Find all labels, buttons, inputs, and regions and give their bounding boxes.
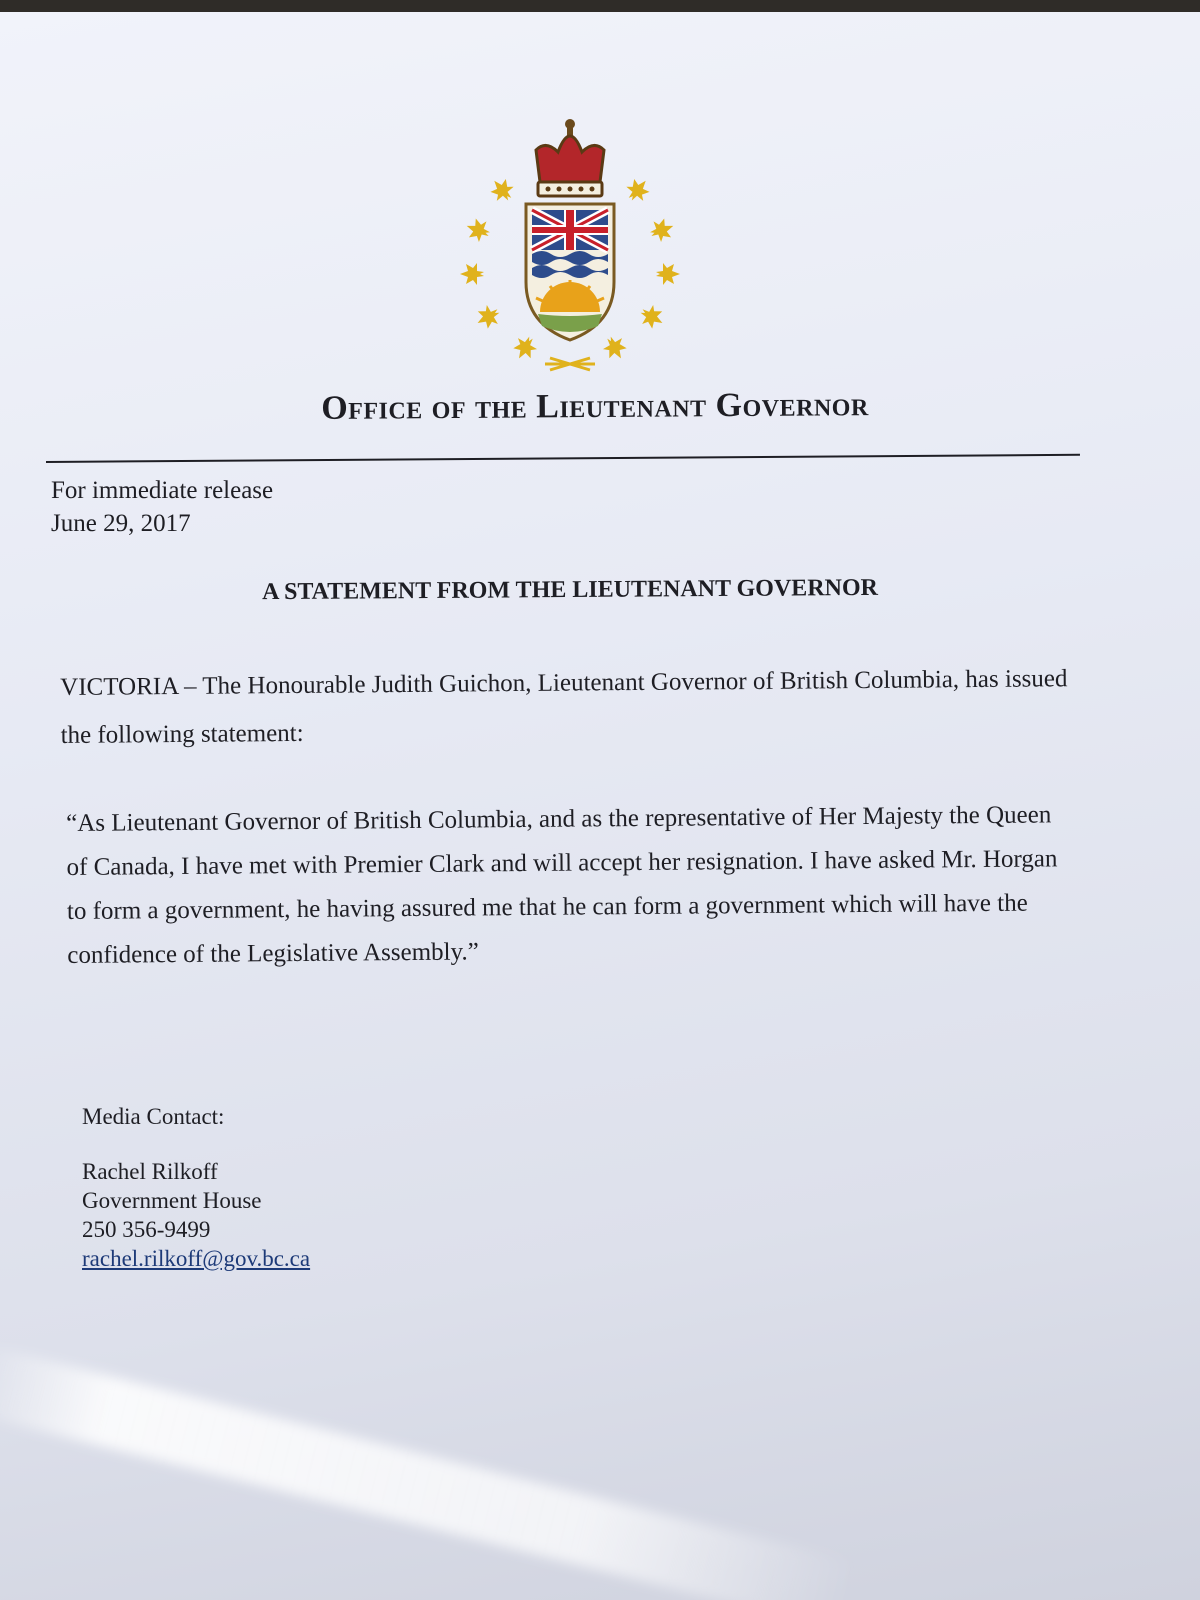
light-glare xyxy=(0,1344,855,1600)
media-contact xyxy=(82,1102,310,1273)
statement-heading: A STATEMENT FROM THE LIEUTENANT GOVERNOR xyxy=(261,574,879,606)
contact-email-link[interactable]: rachel.rilkoff@gov.bc.ca xyxy=(82,1246,311,1271)
office-title: Office of the Lieutenant Governor xyxy=(321,386,869,427)
release-info xyxy=(51,474,273,540)
release-status: For immediate release xyxy=(51,477,274,504)
contact-organization: Government House xyxy=(82,1188,262,1213)
contact-name: Rachel Rilkoff xyxy=(82,1159,218,1184)
crest-icon xyxy=(450,112,690,382)
release-date: June 29, 2017 xyxy=(51,510,191,537)
contact-phone: 250 356-9499 xyxy=(82,1217,211,1242)
media-contact-label: Media Contact: xyxy=(82,1104,225,1129)
statement-quote: “As Lieutenant Governor of British Columbia, and as the representative of Her Majesty the Queen of Canada, I have met with Premier Clark and will accept her resignation. I have asked Mr. Horgan to form a government, he having assured me that he can form a government which will have the confidence of the Legislative Assembly.” xyxy=(66,801,1058,969)
press-release-page xyxy=(0,12,1200,1600)
statement-intro: VICTORIA – The Honourable Judith Guichon, Lieutenant Governor of British Columbia, has issued the following statement: xyxy=(60,665,1068,749)
letterhead-divider xyxy=(46,454,1080,463)
